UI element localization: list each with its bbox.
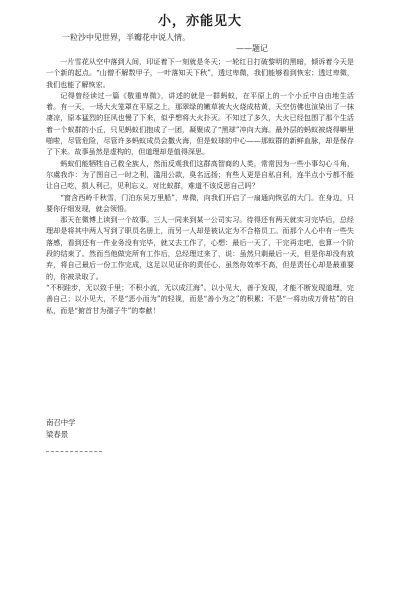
paragraph-6: “不积跬步，无以致千里；不积小流，无以成江海”。以小见大，善于发现，才能不断发现道理，完善自己；以小见大，不是“恶小而为”的轻视，而是“善小为之”的积累；不是“一将功成万骨枯”的自私，而是“俯首甘为孺子牛”的奉献！	[46, 282, 354, 315]
paragraph-3: 蚂蚁们能牺牲自己救全族人，然而反观我们这群高智商的人类，常常因为一些小事勾心斗角，尔虞我诈：为了图自己一时之利，滥用公款，臭名远扬；有些人更是自私自利，连半点小亏都不能让自己吃，损人利己，见利忘义。对比蚁群，难道不该反思自己吗？	[46, 158, 354, 191]
paragraph-5: 那天在微博上读到一个故事。三人一同来到某一公司实习。待得还有两天就实习完毕后，总经理却是将其中两人写到了职员名册上，而另一人却是被认定为不合格员工。而那个人心中有一些失落感，看到还有一件业务没有完毕，就又去工作了，心想：最后一天了，干完再走吧，也算一个阶段的结束了。然而当他做完所有工作后，总经理过来了，说：虽然只剩最后一天，但是你却没有放弃，将自己最后一份工作完成，这足以见证你的责任心，虽然你效率不高，但是责任心却是最重要的，你被录取了。	[46, 215, 354, 281]
paragraph-4: “窗含西岭千秋雪，门泊东吴万里船”，卑微，向我们开启了一扇通向恢弘的大门。在身边，只要你仔细发现，就会领悟。	[46, 192, 354, 213]
footer-divider	[46, 451, 102, 452]
paragraph-1: 一片雪花从空中落到人间，印证着下一刻就是冬天；一轮红日打破黎明的黑暗，倾诉着今天是一个新的起点。“山僧不解数甲子，一叶落知天下秋”，透过卑微，我们能够看到恢宏；透过卑微，我们也能了解恢宏。	[46, 57, 354, 89]
epigraph: 一粒沙中见世界，半瓣花中说人情。	[62, 33, 190, 42]
essay-title: 小，亦能见大	[157, 14, 242, 29]
author-name: 梁春景	[46, 430, 69, 439]
essay-body	[46, 56, 354, 316]
author-block	[46, 417, 76, 441]
author-school: 南召中学	[46, 418, 76, 427]
epigraph-attribution: ——题记	[236, 44, 268, 53]
paragraph-2: 记得曾经读过一篇《敬重卑微》，讲述的就是一群蚂蚁，在平原上的一个小丘中自由地生活着。有一天，一场大火笼罩在平原之上，那翠绿的嫩草被大火烧成枯黄，天空仿佛也渲染出了一抹凄凉，原本猛烈的狂风也慢了下来，似乎想将大火扑灭。不知过了多久，大火已经包围了那个生活着一个蚁群的小丘，只见蚂蚁们抱成了一团，凝聚成了“黑球”冲向大海。最外层的蚂蚁被烧得噼里啪啦，尽管危险，尽管许多蚂蚁成员会撒火海，但是蚁球的中心——那蚁群的新鲜血脉，却是保存了下来。故事虽然是虚构的，但道理却是值得深思。	[46, 90, 354, 157]
